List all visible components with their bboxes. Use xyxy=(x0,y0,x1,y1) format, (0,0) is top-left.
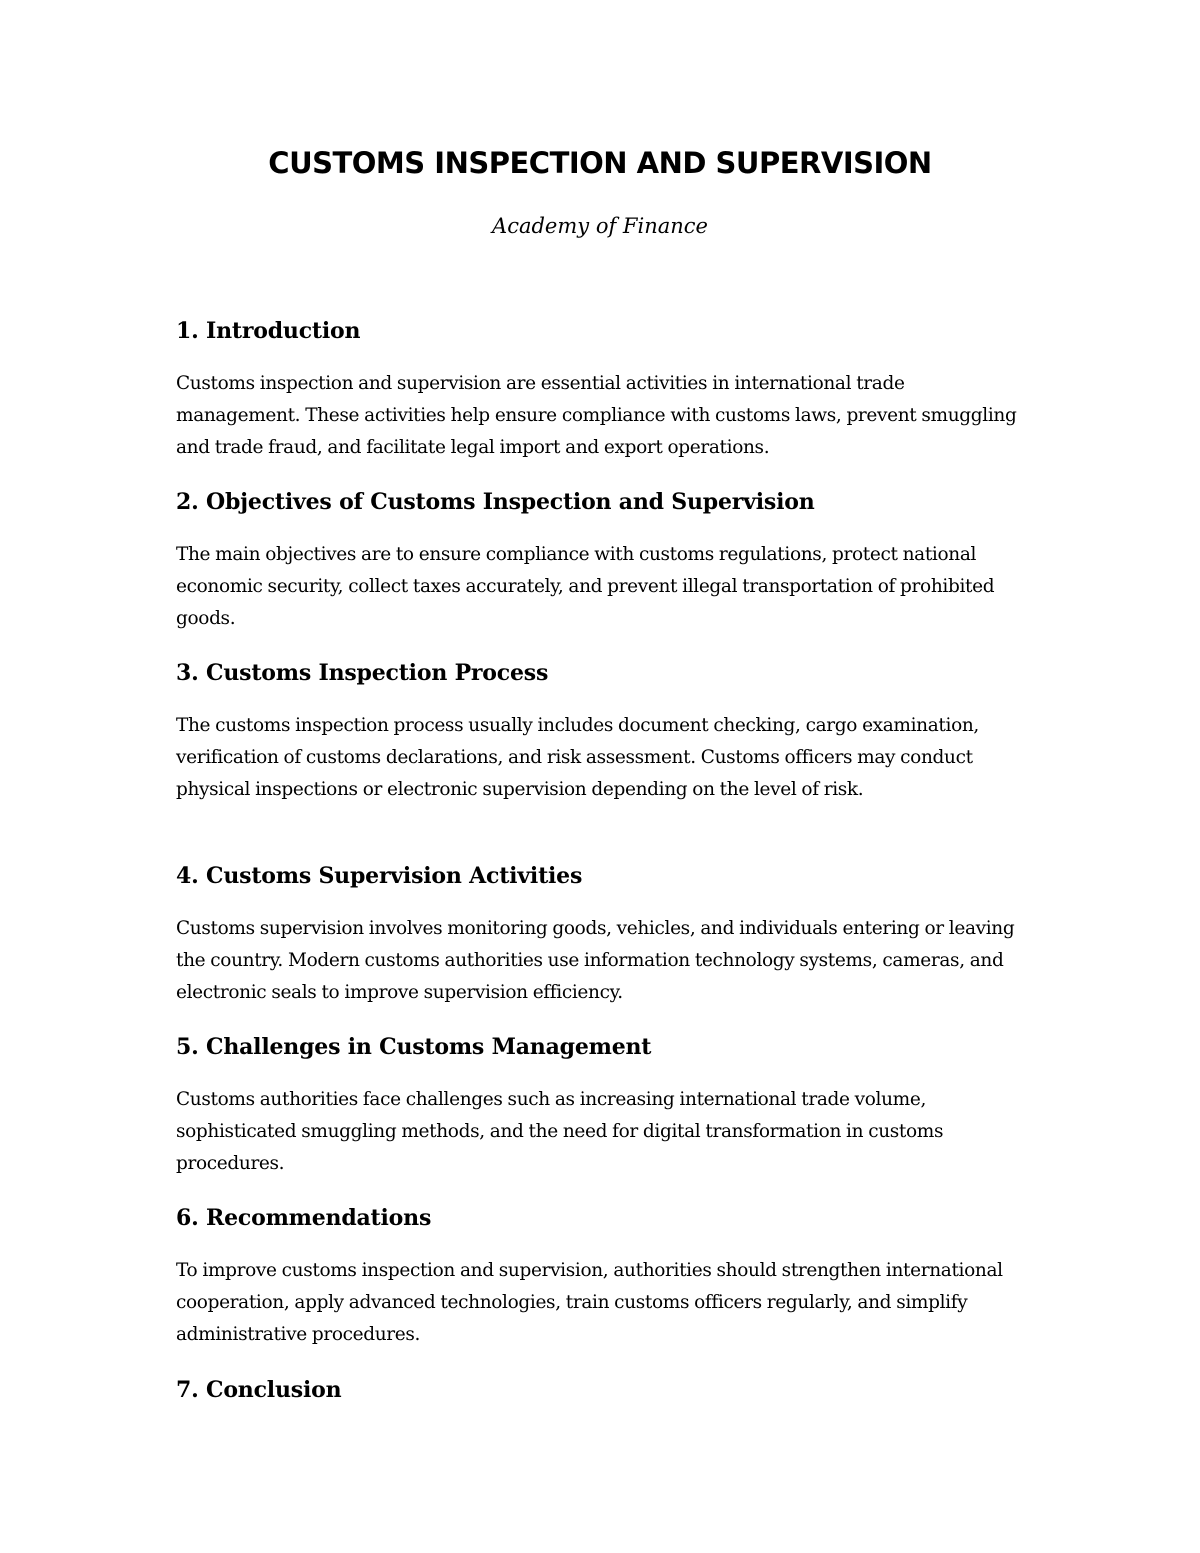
section-objectives xyxy=(176,487,1026,635)
section-heading: 5. Challenges in Customs Management xyxy=(176,1034,652,1060)
document-subtitle: Academy of Finance xyxy=(492,214,708,238)
section-body: Customs inspection and supervision are essential activities in international trade management. These activities help ensure compliance with customs laws, prevent smuggling and trade fraud, and facilitate legal import and export operations. xyxy=(176,373,1017,458)
document-title: CUSTOMS INSPECTION AND SUPERVISION xyxy=(268,146,932,180)
section-heading: 4. Customs Supervision Activities xyxy=(176,863,583,889)
section-inspection-process xyxy=(176,658,1026,806)
section-heading: 1. Introduction xyxy=(176,318,361,344)
section-conclusion xyxy=(176,1375,1026,1405)
section-body: The customs inspection process usually includes document checking, cargo examination, verification of customs declarations, and risk assessment. Customs officers may conduct physical inspections or electronic supervision depending on the level of risk. xyxy=(176,715,979,800)
section-heading: 6. Recommendations xyxy=(176,1205,432,1231)
section-heading: 3. Customs Inspection Process xyxy=(176,660,549,686)
section-body: Customs authorities face challenges such as increasing international trade volume, sophisticated smuggling methods, and the need for digital transformation in customs procedures. xyxy=(176,1089,944,1174)
section-challenges xyxy=(176,1032,1026,1180)
section-recommendations xyxy=(176,1203,1026,1351)
section-supervision-activities xyxy=(176,861,1026,1009)
section-body: The main objectives are to ensure compliance with customs regulations, protect national economic security, collect taxes accurately, and prevent illegal transportation of prohibited goods. xyxy=(176,544,995,629)
section-introduction xyxy=(176,316,1026,464)
section-body: To improve customs inspection and supervision, authorities should strengthen international cooperation, apply advanced technologies, train customs officers regularly, and simplify administrative procedures. xyxy=(176,1260,1003,1345)
section-heading: 7. Conclusion xyxy=(176,1377,342,1403)
section-heading: 2. Objectives of Customs Inspection and Supervision xyxy=(176,489,815,515)
section-body: Customs supervision involves monitoring goods, vehicles, and individuals entering or leaving the country. Modern customs authorities use information technology systems, cameras, and electronic seals to improve supervision efficiency. xyxy=(176,918,1015,1003)
